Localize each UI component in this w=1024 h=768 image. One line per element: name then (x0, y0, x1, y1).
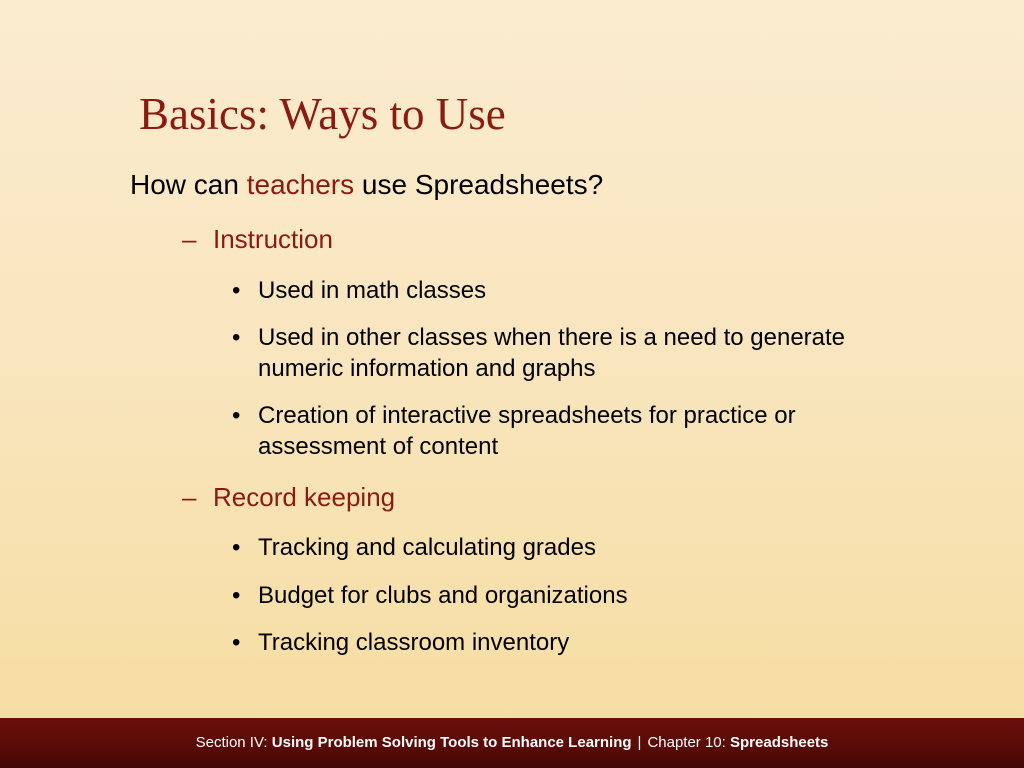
bullet-dot: • (232, 402, 241, 429)
list-item (232, 275, 922, 306)
footer-separator: | (637, 734, 642, 751)
subheading-instruction (182, 222, 333, 256)
question-text-start: How can (130, 169, 247, 200)
subheading-record-keeping (182, 480, 395, 514)
subheading-label: Record keeping (213, 482, 396, 512)
list-item-text: Used in math classes (258, 277, 487, 304)
list-item (232, 532, 922, 563)
question-text-end: use Spreadsheets? (354, 169, 604, 200)
list-item-text: Tracking classroom inventory (258, 629, 570, 656)
bullet-dot: • (232, 582, 241, 609)
footer-chapter-label: Chapter 10: (647, 734, 730, 751)
bullet-dot: • (232, 629, 241, 656)
list-item-text: Creation of interactive spreadsheets for practice or assessment of content (258, 402, 796, 460)
bullet-dot: • (232, 277, 241, 304)
dash-marker: – (182, 224, 197, 254)
bullet-dot: • (232, 534, 241, 561)
question-highlight: teachers (246, 169, 355, 200)
bullet-dot: • (232, 324, 241, 351)
list-item-text: Budget for clubs and organizations (258, 582, 628, 609)
subheading-label: Instruction (213, 224, 333, 254)
list-item (232, 400, 922, 462)
list-item-text: Tracking and calculating grades (258, 534, 596, 561)
footer-bar (0, 718, 1024, 768)
dash-marker: – (182, 482, 197, 512)
list-item-text: Used in other classes when there is a need to generate numeric information and graphs (258, 324, 846, 382)
list-item (232, 580, 922, 611)
footer-section-title: Using Problem Solving Tools to Enhance Learning (271, 734, 632, 751)
slide-title: Basics: Ways to Use (139, 89, 506, 139)
list-item (232, 627, 922, 658)
question-line (130, 166, 603, 204)
footer-section-label: Section IV: (195, 734, 272, 751)
footer-chapter-title: Spreadsheets (730, 734, 829, 751)
list-item (232, 322, 922, 384)
